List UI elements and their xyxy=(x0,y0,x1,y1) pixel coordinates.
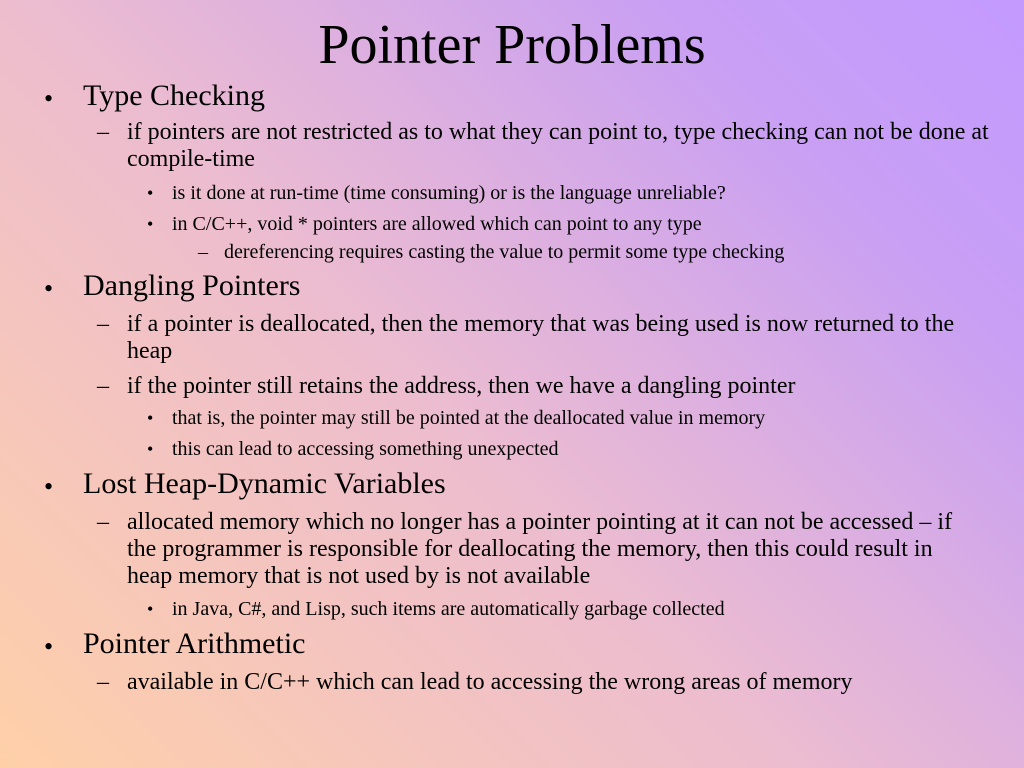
bullet-marker: • xyxy=(44,84,54,113)
sub-sub-bullet-text: in Java, C#, and Lisp, such items are automatically garbage collected xyxy=(172,598,725,620)
slide-title: Pointer Problems xyxy=(318,14,706,76)
sub-bullet-text: allocated memory which no longer has a pointer pointing at it can not be accessed – if the programmer is responsible for deallocating the memory, then this could result in heap memory that is not used by is not available xyxy=(127,509,953,589)
dash-marker: – xyxy=(97,311,109,337)
sub-sub-bullet-text: that is, the pointer may still be pointed at the deallocated value in memory xyxy=(172,407,766,429)
level4-bullet-text: dereferencing requires casting the value to permit some type checking xyxy=(224,241,785,263)
dash-marker: – xyxy=(97,119,109,145)
bullet-marker: • xyxy=(44,472,54,501)
bullet-text: Pointer Arithmetic xyxy=(83,627,306,660)
bullet-marker: • xyxy=(147,599,154,619)
dash-marker: – xyxy=(97,373,109,399)
dash-marker: – xyxy=(198,241,208,263)
bullet-text: Dangling Pointers xyxy=(83,269,301,302)
bullet-marker: • xyxy=(147,183,154,203)
sub-bullet-text: if a pointer is deallocated, then the memory that was being used is now returned to the heap xyxy=(127,311,955,364)
sub-bullet-text: available in C/C++ which can lead to accessing the wrong areas of memory xyxy=(127,669,853,695)
bullet-text: Type Checking xyxy=(83,79,266,112)
sub-bullet-text: if the pointer still retains the address, then we have a dangling pointer xyxy=(127,373,796,399)
sub-sub-bullet-text: this can lead to accessing something unexpected xyxy=(172,438,559,460)
sub-sub-bullet-text: in C/C++, void * pointers are allowed which can point to any type xyxy=(172,213,702,235)
bullet-text: Lost Heap-Dynamic Variables xyxy=(83,467,446,500)
bullet-marker: • xyxy=(44,274,54,303)
bullet-marker: • xyxy=(44,632,54,661)
sub-bullet-text: if pointers are not restricted as to what they can point to, type checking can not be done at compile-time xyxy=(127,119,989,172)
bullet-marker: • xyxy=(147,214,154,234)
sub-sub-bullet-text: is it done at run-time (time consuming) or is the language unreliable? xyxy=(172,182,726,204)
bullet-marker: • xyxy=(147,408,154,428)
bullet-marker: • xyxy=(147,439,154,459)
dash-marker: – xyxy=(97,669,109,695)
dash-marker: – xyxy=(97,509,109,535)
